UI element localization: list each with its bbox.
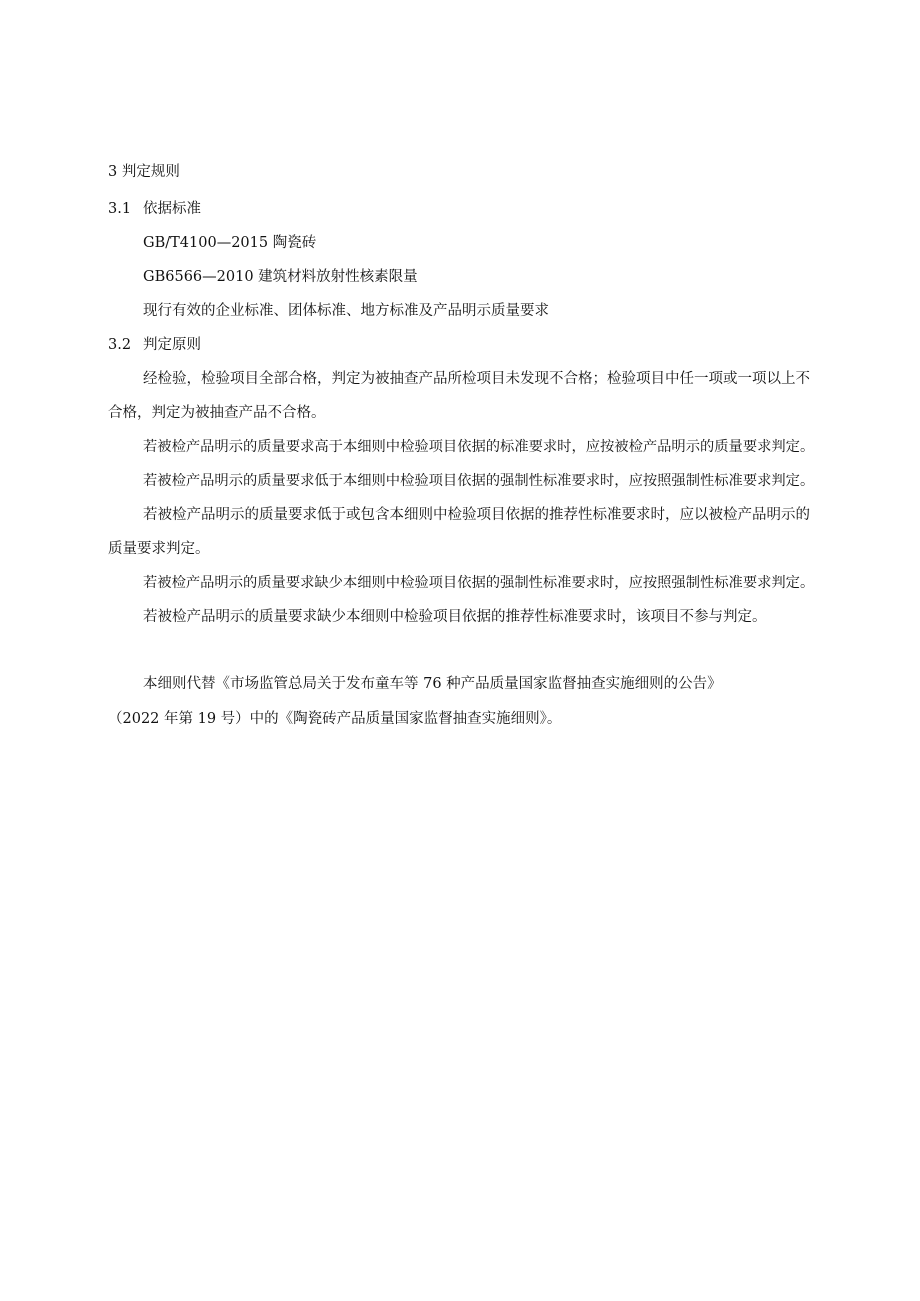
section-3-2-heading [108,335,201,355]
principle-p1-line1: 经检验，检验项目全部合格，判定为被抽查产品所检项目未发现不合格；检验项目中任一项或一项以上不 [143,371,810,387]
section-3-2-number: 3.2 [108,337,132,353]
section-3-heading: 3 判定规则 [108,164,180,180]
section-3-1-number: 3.1 [108,201,132,217]
principle-p4-line2: 质量要求判定。 [108,541,210,557]
standard-item-gb6566: GB6566—2010 建筑材料放射性核素限量 [143,269,418,285]
section-3-2-title: 判定原则 [143,337,201,353]
replacement-note-line1: 本细则代替《市场监管总局关于发布童车等 76 种产品质量国家监督抽查实施细则的公告》 [143,676,722,692]
standard-item-other: 现行有效的企业标准、团体标准、地方标准及产品明示质量要求 [143,303,549,319]
section-3-1-title: 依据标准 [143,201,201,217]
principle-p5: 若被检产品明示的质量要求缺少本细则中检验项目依据的强制性标准要求时，应按照强制性标准要求判定。 [143,575,815,591]
principle-p6: 若被检产品明示的质量要求缺少本细则中检验项目依据的推荐性标准要求时，该项目不参与判定。 [143,609,767,625]
section-3-1-heading [108,199,201,219]
principle-p1-line2: 合格，判定为被抽查产品不合格。 [108,405,326,421]
principle-p3: 若被检产品明示的质量要求低于本细则中检验项目依据的强制性标准要求时，应按照强制性标准要求判定。 [143,473,815,489]
principle-p4-line1: 若被检产品明示的质量要求低于或包含本细则中检验项目依据的推荐性标准要求时，应以被检产品明示的 [143,507,810,523]
standard-item-gbt4100: GB/T4100—2015 陶瓷砖 [143,235,317,251]
replacement-note-line2: （2022 年第 19 号）中的《陶瓷砖产品质量国家监督抽查实施细则》。 [108,711,562,727]
principle-p2: 若被检产品明示的质量要求高于本细则中检验项目依据的标准要求时，应按被检产品明示的质量要求判定。 [143,439,815,455]
